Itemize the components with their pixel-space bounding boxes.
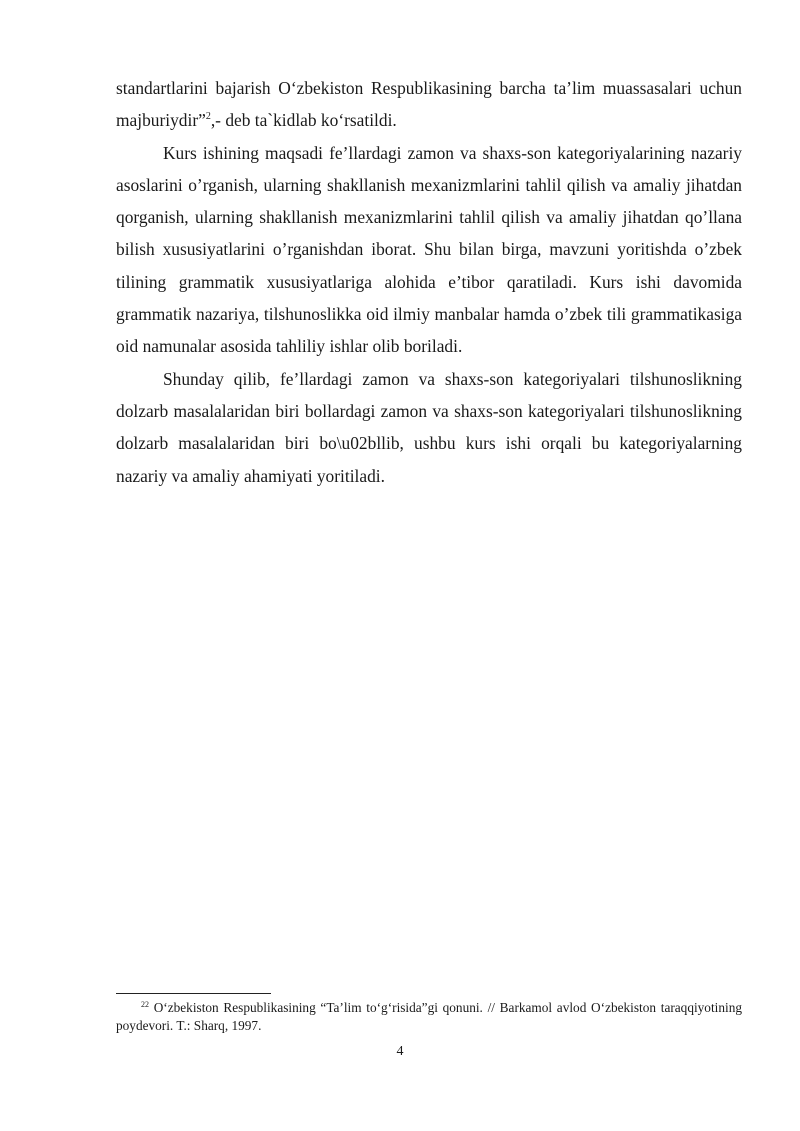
paragraph-1-tail: ,- deb ta`kidlab ko‘rsatildi. [210, 110, 397, 131]
footnote [116, 999, 742, 1035]
paragraph-1-text: standartlarini bajarish O‘zbekiston Respublikasining barcha ta’lim muassasalari uchun majburiydir” [116, 78, 742, 131]
page-number: 4 [396, 1044, 404, 1059]
footnote-marker: 22 [141, 1000, 149, 1009]
body-text [116, 72, 742, 492]
footnote-text: O‘zbekiston Respublikasining “Ta’lim to‘g‘risida”gi qonuni. // Barkamol avlod O‘zbekiston taraqqiyotining poydevori. T.: Sharq, 1997. [116, 1000, 742, 1033]
footnote-reference: 2 [205, 111, 211, 123]
paragraph-1 [116, 72, 742, 137]
paragraph-3: Shunday qilib, fe’llardagi zamon va shaxs-son kategoriyalari tilshunoslikning dolzarb masalalaridan biri bollardagi zamon va shaxs-son kategoriyalari tilshunoslikning dolzarb masalalaridan biri bo\u02bllib, ushbu kurs ishi orqali bu kategoriyalarning nazariy va amaliy ahamiyati yoritiladi. [116, 368, 742, 486]
footnote-separator [116, 993, 271, 994]
paragraph-2: Kurs ishining maqsadi fe’llardagi zamon va shaxs-son kategoriyalarining nazariy asoslarini o’rganish, ularning shakllanish mexanizmlarini tahlil qilish va amaliy jihatdan qorganish, ularning shakllanish mexanizmlarini tahlil qilish va amaliy jihatdan qo’llana bilish xususiyatlarini o’rganishdan iborat. Shu bilan birga, mavzuni yoritishda o’zbek tilining grammatik xususiyatlariga alohida e’tibor qaratiladi. Kurs ishi davomida grammatik nazariya, tilshunoslikka oid ilmiy manbalar hamda o’zbek tili grammatikasiga oid namunalar asosida tahliliy ishlar olib boriladi. [116, 142, 742, 357]
